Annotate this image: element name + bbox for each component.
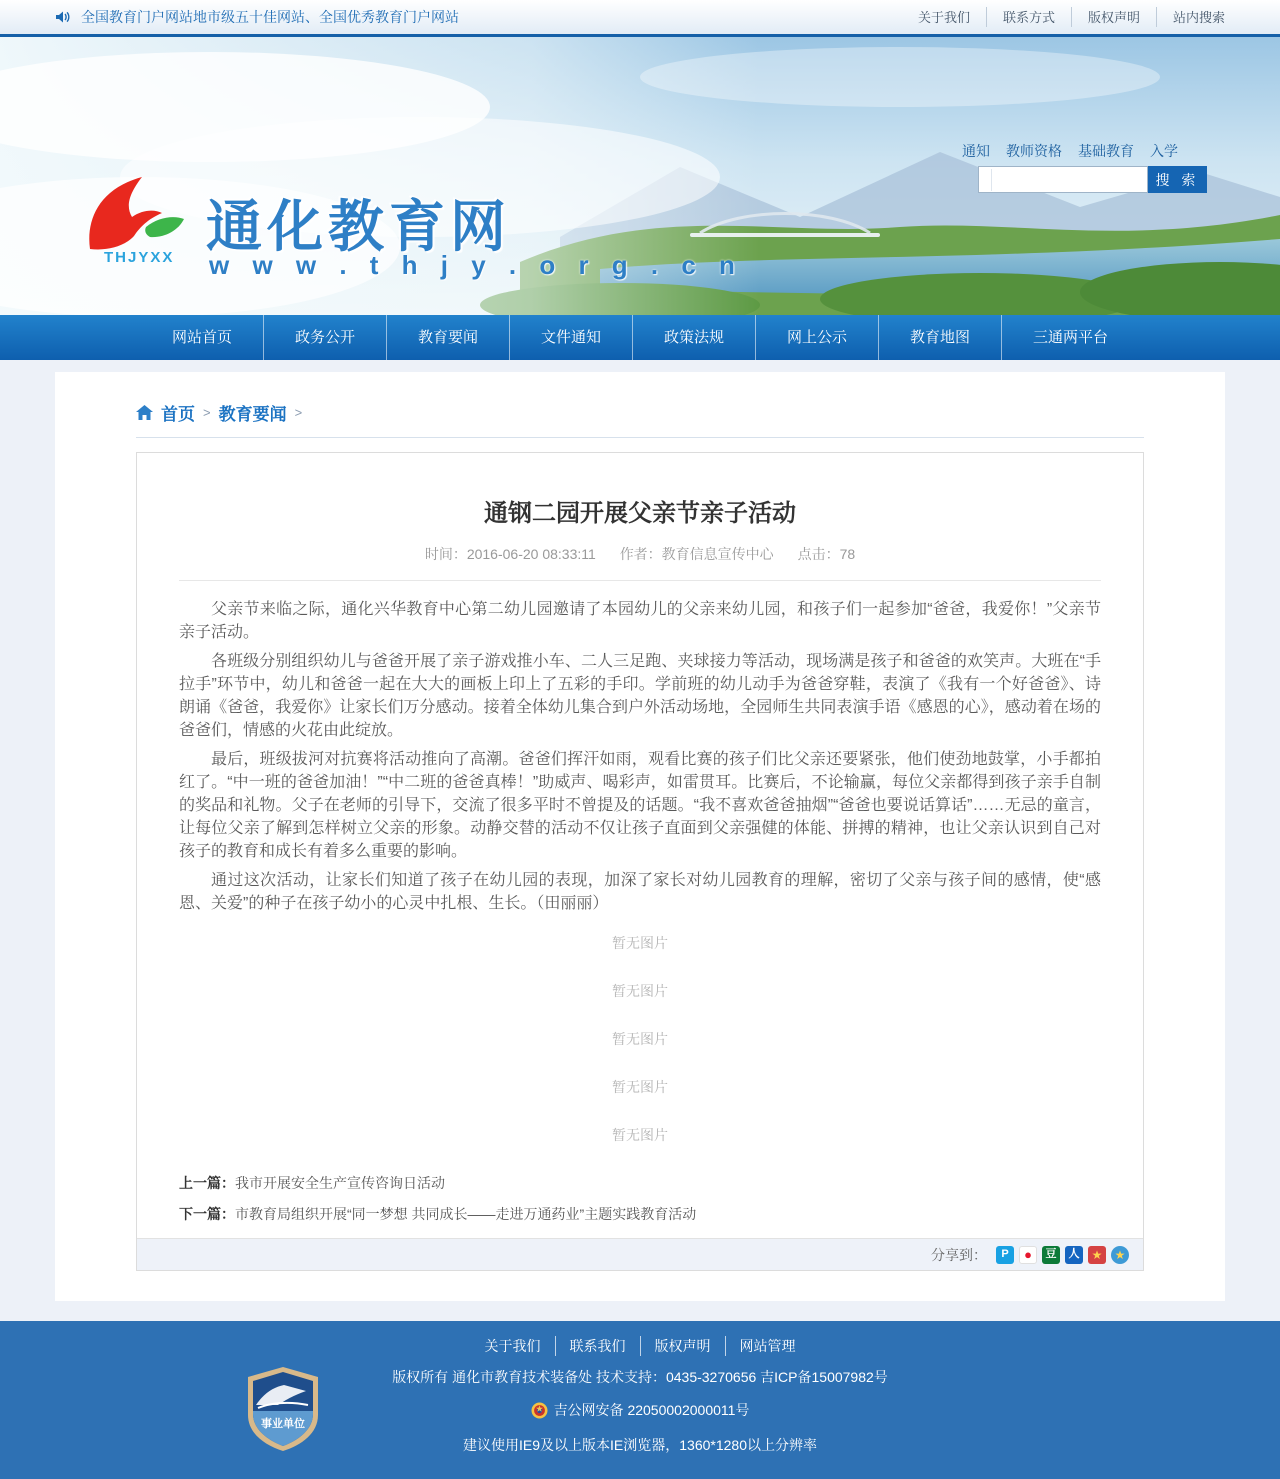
no-image-placeholder: 暂无图片 [612, 1079, 668, 1095]
site-title: 通化教育网 [206, 195, 511, 258]
share-bar [137, 1238, 1143, 1270]
share-pengyou-icon[interactable]: P [996, 1246, 1014, 1264]
no-image-placeholder: 暂无图片 [612, 935, 668, 951]
footer-link-copyright[interactable]: 版权声明 [654, 1338, 711, 1354]
home-icon [136, 405, 153, 420]
share-douban-icon[interactable]: 豆 [1042, 1246, 1060, 1264]
article-hits: 点击：78 [797, 546, 856, 562]
share-renren-icon[interactable]: 人 [1065, 1246, 1083, 1264]
article-box [136, 452, 1144, 1271]
breadcrumb-separator: > [203, 405, 211, 420]
article-paragraph: 通过这次活动，让家长们知道了孩子在幼儿园的表现，加深了家长对幼儿园教育的理解，密切了父亲与孩子间的感情，使“感恩、关爱”的种子在孩子幼小的心灵中扎根、生长。（田丽丽） [179, 872, 1101, 912]
header-quick-links [962, 141, 1178, 161]
site-logo-acronym: THJYXX [104, 249, 175, 266]
footer [0, 1321, 1280, 1479]
search-input-wrap [978, 166, 1148, 193]
article-paragraph: 最后，班级拔河对抗赛将活动推向了高潮。爸爸们挥汗如雨，观看比赛的孩子们比父亲还要紧张，他们使劲地鼓掌，小手都拍红了。“中一班的爸爸加油！”“中二班的爸爸真棒！”助威声、喝彩声，如雷贯耳。比赛后，不论输赢，每位父亲都得到孩子亲手自制的奖品和礼物。父子在老师的引导下，交流了很多平时不曾提及的话题。“我不喜欢爸爸抽烟”“爸爸也要说话算话”……无忌的童言，让每位父亲了解到怎样树立父亲的形象。动静交替的活动不仅让孩子直面到父亲强健的体能、拼搏的精神，也让父亲认识到自己对孩子的教育和成长有着多么重要的影响。 [179, 751, 1101, 860]
quick-link-basic-edu[interactable]: 基础教育 [1078, 143, 1134, 159]
footer-link-site-admin[interactable]: 网站管理 [739, 1338, 796, 1354]
no-image-placeholder: 暂无图片 [612, 1127, 668, 1143]
badge-text: 事业单位 [261, 1418, 305, 1430]
footer-link-about[interactable]: 关于我们 [484, 1338, 541, 1354]
topbar-link-contact[interactable]: 联系方式 [1002, 10, 1055, 25]
nav-item-edu-map[interactable]: 教育地图 [910, 329, 971, 346]
quick-link-enrollment[interactable]: 入学 [1150, 143, 1178, 159]
next-article-link[interactable]: 市教育局组织开展“同一梦想 共同成长——走进万通药业”主题实践教育活动 [235, 1206, 697, 1222]
topbar-announcement-wrap [55, 7, 459, 27]
share-label: 分享到： [931, 1246, 987, 1263]
no-image-placeholder: 暂无图片 [612, 983, 668, 999]
topbar-link-site-search[interactable]: 站内搜索 [1172, 10, 1225, 25]
no-image-placeholder: 暂无图片 [612, 1031, 668, 1047]
site-logo-icon [84, 175, 194, 251]
speaker-icon [55, 9, 71, 25]
footer-link-contact[interactable]: 联系我们 [569, 1338, 626, 1354]
article-time: 时间：2016-06-20 08:33:11 [424, 546, 596, 562]
main-content [55, 372, 1225, 1301]
article-paragraph: 各班级分别组织幼儿与爸爸开展了亲子游戏推小车、二人三足跑、夹球接力等活动，现场满是孩子和爸爸的欢笑声。大班在“手拉手”环节中，幼儿和爸爸一起在大大的画板上印上了五彩的手印。学前班的幼儿动手为爸爸穿鞋，表演了《我有一个好爸爸》、诗朗诵《爸爸，我爱你》让家长们万分感动。接着全体幼儿集合到户外活动场地，全园师生共同表演手语《感恩的心》，感动着在场的爸爸们，情感的火花由此绽放。 [179, 653, 1101, 739]
site-url: w w w . t h j y . o r g . c n [209, 250, 743, 280]
share-weibo-icon[interactable]: ● [1019, 1246, 1037, 1264]
share-qzone-icon[interactable]: ★ [1111, 1246, 1129, 1264]
share-baidu-icon[interactable]: ★ [1088, 1246, 1106, 1264]
breadcrumb-separator: > [294, 405, 303, 420]
site-honor-text: 全国教育门户网站地市级五十佳网站、全国优秀教育门户网站 [81, 9, 459, 25]
quick-link-teacher-cert[interactable]: 教师资格 [1006, 143, 1062, 159]
quick-link-notice[interactable]: 通知 [962, 143, 990, 159]
article-author: 作者：教育信息宣传中心 [619, 546, 774, 562]
nav-item-platform[interactable]: 三通两平台 [1033, 329, 1109, 346]
search-button[interactable]: 搜 索 [1148, 166, 1207, 193]
topbar [0, 0, 1280, 37]
topbar-link-copyright[interactable]: 版权声明 [1087, 10, 1140, 25]
nav-item-home[interactable]: 网站首页 [171, 329, 232, 346]
nav-item-documents[interactable]: 文件通知 [540, 329, 601, 346]
nav-item-gov-affairs[interactable]: 政务公开 [294, 329, 355, 346]
footer-copyright: 版权所有 通化市教育技术装备处 技术支持：0435-3270656 吉ICP备15007982号 [392, 1369, 888, 1385]
footer-police-record [0, 1400, 1280, 1420]
footer-links [471, 1336, 810, 1356]
search-input[interactable] [991, 169, 1174, 191]
topbar-links [902, 7, 1225, 27]
footer-browser-tip: 建议使用IE9及以上版本IE浏览器，1360*1280以上分辨率 [463, 1437, 817, 1453]
article-title: 通钢二园开展父亲节亲子活动 [484, 500, 796, 527]
main-nav [0, 315, 1280, 360]
police-badge-icon [531, 1402, 548, 1419]
prev-article-link[interactable]: 我市开展安全生产宣传咨询日活动 [235, 1175, 445, 1191]
header-search [978, 166, 1207, 193]
prev-article-label: 上一篇： [179, 1175, 235, 1191]
breadcrumb [136, 400, 1144, 438]
header-banner [0, 37, 1280, 315]
breadcrumb-home[interactable]: 首页 [161, 405, 195, 424]
next-article-label: 下一篇： [179, 1206, 235, 1222]
prev-next-nav [179, 1173, 1101, 1224]
nav-item-public-notice[interactable]: 网上公示 [787, 329, 848, 346]
breadcrumb-section[interactable]: 教育要闻 [218, 405, 287, 424]
image-placeholders [179, 933, 1101, 1145]
nav-item-policies[interactable]: 政策法规 [664, 329, 725, 346]
article-meta [179, 544, 1101, 581]
topbar-link-about[interactable]: 关于我们 [917, 10, 970, 25]
public-institution-badge-icon [244, 1365, 322, 1453]
article-inner [137, 453, 1143, 1224]
article-paragraph: 父亲节来临之际，通化兴华教育中心第二幼儿园邀请了本园幼儿的父亲来幼儿园，和孩子们一起参加“爸爸，我爱你！”父亲节亲子活动。 [179, 601, 1101, 641]
police-record-text[interactable]: 吉公网安备 22050002000011号 [553, 1402, 750, 1418]
nav-item-edu-news[interactable]: 教育要闻 [417, 329, 478, 346]
article-body [179, 598, 1101, 915]
